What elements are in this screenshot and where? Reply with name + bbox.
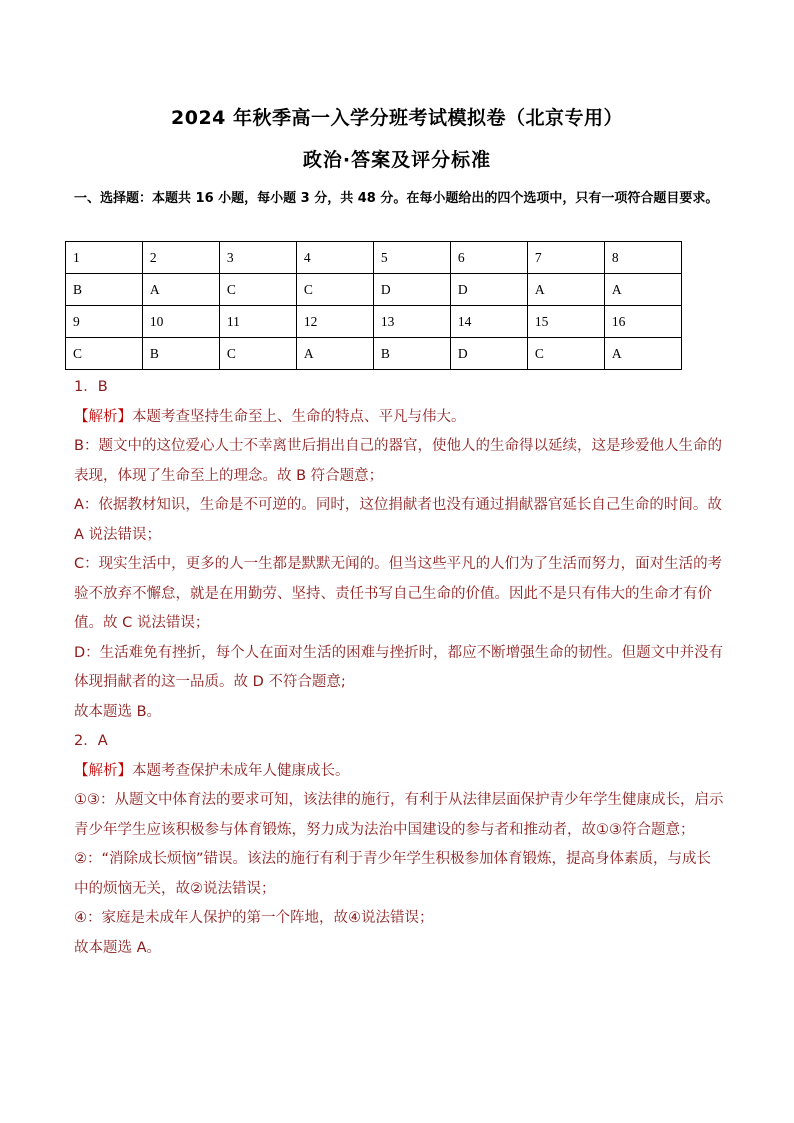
table-cell: C (219, 338, 296, 370)
table-cell: A (527, 274, 604, 306)
table-cell: C (527, 338, 604, 370)
table-cell: 3 (219, 242, 296, 274)
table-cell: 14 (450, 306, 527, 338)
table-cell: B (373, 338, 450, 370)
question-2-option-2: ②：“消除成长烦恼”错误。该法的施行有利于青少年学生积极参加体育锻炼，提高身体素质，与成长中的烦恼无关，故②说法错误； (74, 851, 712, 897)
table-cell: C (296, 274, 373, 306)
analysis-text: 本题考查保护未成年人健康成长。 (132, 762, 350, 779)
question-2-option-1-3: ①③：从题文中体育法的要求可知，该法律的施行，有利于从法律层面保护青少年学生健康成长，启示青少年学生应该积极参与体育锻炼，努力成为法治中国建设的参与者和推动者，故①③符合题意； (74, 792, 724, 838)
question-1-heading: 1．B (74, 379, 108, 395)
answer-explanations (74, 373, 724, 963)
table-cell: 6 (450, 242, 527, 274)
analysis-tag: 【解析】 (74, 408, 132, 425)
question-2-option-4: ④：家庭是未成年人保护的第一个阵地，故④说法错误； (74, 910, 434, 926)
analysis-text: 本题考查坚持生命至上、生命的特点、平凡与伟大。 (132, 408, 466, 425)
table-cell: 8 (604, 242, 681, 274)
table-cell: D (450, 338, 527, 370)
page-title: 2024 年秋季高一入学分班考试模拟卷（北京专用） (171, 107, 623, 129)
question-1-option-c: C：现实生活中，更多的人一生都是默默无闻的。但当这些平凡的人们为了生活而努力，面对生活的考验不放弃不懈怠，就是在用勤劳、坚持、责任书写自己生命的价值。因此不是只有伟大的生命才有价值。故 C 说法错误； (74, 556, 723, 631)
answer-table (65, 241, 682, 370)
table-cell: 4 (296, 242, 373, 274)
question-1-option-d: D：生活难免有挫折，每个人在面对生活的困难与挫折时，都应不断增强生命的韧性。但题文中并没有体现捐献者的这一品质。故 D 不符合题意; (74, 644, 724, 690)
page-subtitle: 政治·答案及评分标准 (302, 149, 492, 171)
table-row (66, 242, 682, 274)
table-cell: B (66, 274, 143, 306)
table-cell: D (373, 274, 450, 306)
table-cell: 10 (142, 306, 219, 338)
table-cell: C (219, 274, 296, 306)
table-cell: 5 (373, 242, 450, 274)
table-cell: 12 (296, 306, 373, 338)
table-cell: 7 (527, 242, 604, 274)
table-cell: D (450, 274, 527, 306)
table-cell: 2 (142, 242, 219, 274)
table-row (66, 306, 682, 338)
question-1-analysis (74, 403, 724, 433)
table-cell: 13 (373, 306, 450, 338)
table-cell: 11 (219, 306, 296, 338)
table-row (66, 338, 682, 370)
question-1-option-b: B：题文中的这位爱心人士不幸离世后捐出自己的器官，使他人的生命得以延续，这是珍爱他人生命的表现，体现了生命至上的理念。故 B 符合题意； (74, 438, 722, 484)
table-cell: C (66, 338, 143, 370)
table-cell: A (604, 274, 681, 306)
table-cell: B (142, 338, 219, 370)
table-cell: A (604, 338, 681, 370)
question-1-conclusion: 故本题选 B。 (74, 703, 162, 720)
analysis-tag: 【解析】 (74, 762, 132, 779)
question-2-analysis (74, 757, 724, 787)
table-cell: A (142, 274, 219, 306)
table-cell: 9 (66, 306, 143, 338)
table-cell: A (296, 338, 373, 370)
table-row (66, 274, 682, 306)
table-cell: 16 (604, 306, 681, 338)
table-cell: 1 (66, 242, 143, 274)
question-2-conclusion: 故本题选 A。 (74, 939, 162, 956)
table-cell: 15 (527, 306, 604, 338)
question-2-heading: 2．A (74, 733, 108, 749)
section-intro: 一、选择题：本题共 16 小题，每小题 3 分，共 48 分。在每小题给出的四个选项中，只有一项符合题目要求。 (74, 191, 719, 206)
question-1-option-a: A：依据教材知识，生命是不可逆的。同时，这位捐献者也没有通过捐献器官延长自己生命的时间。故 A 说法错误； (74, 497, 722, 543)
